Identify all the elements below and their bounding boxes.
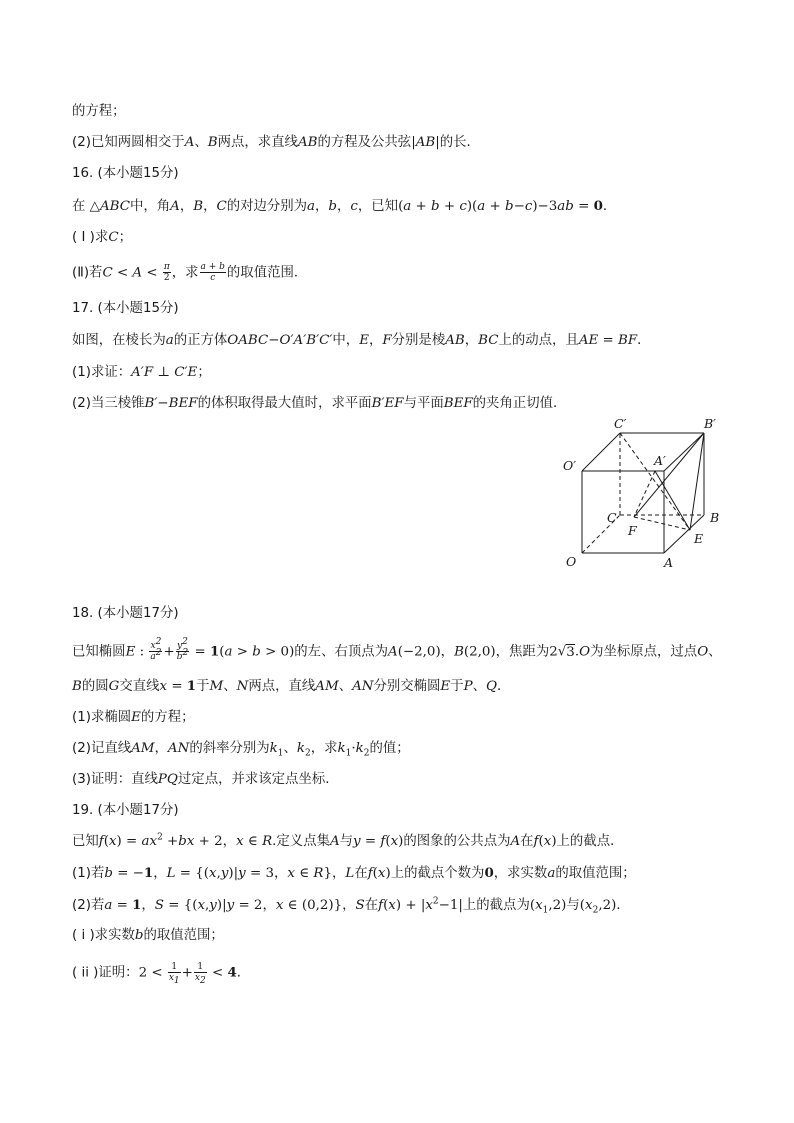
question-heading (72, 802, 179, 820)
text: 交直线 (119, 679, 160, 694)
text: ； (118, 230, 132, 245)
text-line (72, 103, 126, 121)
text: 的体积取得最大值时，求平面 (197, 396, 372, 411)
text: 为坐标原点，过点 (590, 644, 698, 660)
text: 已知椭圆 (72, 644, 126, 660)
text: (Ⅱ)若 (72, 265, 103, 281)
text-line: (Ⅱ)若C < A < $\frac{\pi}{2}$ ，求 $\frac{a + b}{c}$ 的取值范围． (72, 262, 308, 283)
text: 18. (本小题17分) (72, 606, 179, 621)
text: 如图，在棱长为 (72, 333, 166, 348)
text: 在 (520, 834, 534, 849)
text: 在 (354, 866, 368, 881)
text: 与 (566, 898, 580, 913)
text: 中，角 (129, 199, 171, 214)
question-heading (72, 605, 179, 623)
edge-O'C' (582, 433, 620, 471)
text: ． (637, 333, 651, 348)
label-C: C (607, 510, 617, 525)
text: 于 (450, 679, 464, 694)
text-line: (2)若a = 1，S = {(x,y)|y = 2，x ∈ (0,2)}，S在$f(x) + |x^2-1|$上的截点为$(x_1,2)$与$(x_2,2)$． (72, 896, 630, 916)
text: ． (496, 679, 511, 694)
text: 的方程及公共弦 (317, 135, 412, 150)
label-B: B (710, 510, 720, 525)
text: (2)当三棱锥 (72, 396, 145, 411)
text: 定义点集 (276, 834, 330, 849)
cube-figure (556, 410, 736, 576)
text: ，求 (171, 265, 199, 281)
label-O: O (566, 554, 577, 569)
text-line: 已知$f(x) = ax^2 +bx + 2$，x ∈ R.定义点集A与y = f(x)的图象的公共点为A在f(x)上的截点． (72, 832, 624, 849)
text: ，已知 (357, 199, 399, 214)
label-C-prime: C′ (614, 416, 627, 431)
label-A: A (664, 555, 674, 570)
text: 的左、右顶点为 (294, 644, 389, 660)
text: 两点，求直线 (217, 135, 298, 150)
text-line: B的圆G交直线x = 1于M、N两点，直线AM、AN分别交椭圆E于P、Q． (72, 678, 511, 694)
text: (2)记直线 (72, 741, 132, 756)
text-line: ( ii )证明：2 < $\frac{1}{x_1}$ + $\frac{1}{x_2}$ < 4. (72, 962, 242, 986)
text-line: (1)求证：A′F ⊥ C′E； (72, 365, 211, 380)
text: (2)已知两圆相交于 (72, 135, 185, 150)
text-line: (3)证明：直线PQ过定点，并求该定点坐标． (72, 772, 339, 787)
text: ． (616, 898, 630, 913)
text: (1)若 (72, 866, 105, 881)
text-line: 如图，在棱长为a的正方体OABC−O′A′B′C′中，E，F分别是棱AB，BC上的动点，且AE = BF． (72, 333, 651, 348)
text-line: (1)若b = −1，L = {(x,y)|y = 3，x ∈ R}，L在f(x)上的截点个数为0，求实数a的取值范围； (72, 865, 636, 881)
text-line: ( i )求实数b的取值范围； (72, 928, 224, 943)
text: 的长． (439, 135, 480, 150)
label-B-prime: B′ (704, 416, 717, 431)
text: 的图象的公共点为 (403, 834, 511, 849)
text-line: (2)记直线AM，AN的斜率分别为$k_1$、$k_2$，求$k_1\cdot k_2$的值； (72, 741, 410, 759)
text: 的斜率分别为 (189, 741, 270, 756)
label-E: E (694, 531, 704, 546)
text: 分别是棱 (391, 333, 446, 348)
text: 16. (本小题15分) (72, 166, 179, 181)
text-line: 已知椭圆E : $\frac{x^2}{a^2}$ + $\frac{y^2}{b^2}$ = 1(a > b > 0)的左、右顶点为A(−2,0)，B(2,0)，焦距为2√3.O为坐标原点，过点O、 (72, 637, 722, 662)
text: 过定点，并求该定点坐标． (177, 772, 339, 787)
text: 在 (364, 898, 379, 913)
text: 中， (332, 333, 360, 348)
text: ，求实数 (493, 866, 548, 881)
text: 上的截点个数为 (390, 866, 485, 881)
question-heading (72, 300, 179, 318)
question-heading (72, 165, 179, 183)
text: ； (197, 365, 211, 380)
text: 的取值范围． (226, 265, 308, 281)
text: 的值； (369, 741, 410, 756)
label-A-prime: A′ (654, 453, 666, 468)
text: 与 (339, 834, 354, 849)
text: 的方程； (72, 104, 126, 119)
text: 两点，直线 (248, 679, 316, 694)
text: (2)若 (72, 898, 105, 913)
segment-A'E (655, 471, 690, 530)
text: ( ii )证明： (72, 965, 139, 981)
text: (1)求证： (72, 365, 132, 380)
label-O-prime: O′ (563, 458, 577, 473)
text: 与平面 (403, 396, 444, 411)
text: 的圆 (81, 679, 109, 694)
label-F: F (628, 523, 637, 538)
text-line: (2)已知两圆相交于A、B两点，求直线AB的方程及公共弦|AB|的长． (72, 135, 480, 150)
hidden-segment-A'F (634, 471, 655, 517)
text-line: (2)当三棱锥B′−BEF的体积取得最大值时，求平面B′EF与平面BEF的夹角正切值． (72, 396, 567, 411)
text: 的取值范围； (555, 866, 636, 881)
text-line: (1)求椭圆E的方程； (72, 710, 195, 725)
text: 17. (本小题15分) (72, 301, 179, 316)
text-line: ( I )求C； (72, 230, 132, 245)
text-line: 在 △ABC中，角A，B，C的对边分别为a，b，c，已知(a + b + c)(a + b−c)−3ab = 0． (72, 198, 617, 214)
text: 的正方体 (173, 333, 228, 348)
text: 分别交椭圆 (373, 679, 441, 694)
text: 已知 (72, 834, 99, 849)
text: (1)求椭圆 (72, 710, 132, 725)
text: 在 (72, 199, 86, 214)
text: ( i )求实数 (72, 928, 135, 943)
text: ( I )求 (72, 230, 109, 245)
text: 于 (196, 679, 210, 694)
text: 的方程； (140, 710, 195, 725)
text: (3)证明：直线 (72, 772, 158, 787)
text: ，求 (310, 741, 338, 756)
text: 的夹角正切值． (472, 396, 567, 411)
text: 19. (本小题17分) (72, 803, 179, 818)
text: 上的动点，且 (498, 333, 579, 348)
text: 上的截点． (556, 834, 624, 849)
text: ，焦距为 (495, 644, 550, 660)
edge-B'A' (664, 433, 704, 471)
text: 的取值范围； (143, 928, 224, 943)
text: 上的截点为 (462, 898, 530, 913)
text: 的对边分别为 (226, 199, 308, 214)
